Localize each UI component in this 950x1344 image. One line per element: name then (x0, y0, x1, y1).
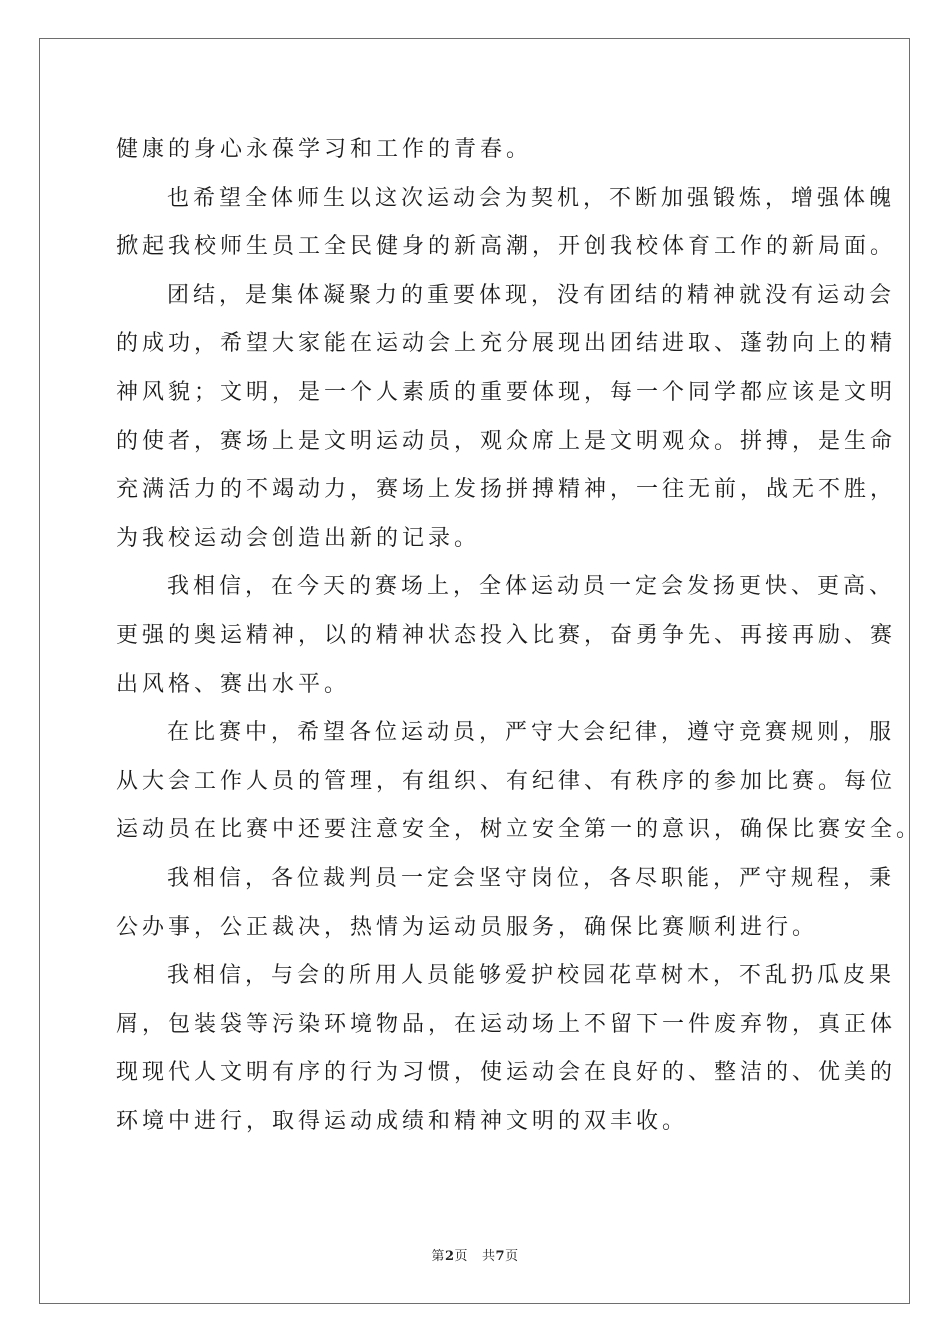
text-line-20: 现现代人文明有序的行为习惯，使运动会在良好的、整洁的、优美的 (116, 1060, 897, 1086)
text-line-17: 公办事，公正裁决，热情为运动员服务，确保比赛顺利进行。 (116, 914, 819, 940)
total-prefix: 共 (482, 1249, 496, 1264)
text-line-8: 充满活力的不竭动力，赛场上发扬拼搏精神，一往无前，战无不胜， (116, 477, 897, 503)
document-body (116, 126, 923, 1146)
total-pages-number: 7 (495, 1249, 506, 1264)
text-line-21: 环境中进行，取得运动成绩和精神文明的双丰收。 (116, 1108, 689, 1134)
total-suffix: 页 (505, 1249, 519, 1264)
text-line-2: 也希望全体师生以这次运动会为契机，不断加强锻炼，增强体魄 (167, 185, 896, 211)
text-line-9: 为我校运动会创造出新的记录。 (116, 525, 481, 551)
text-line-11: 更强的奥运精神，以的精神状态投入比赛，奋勇争先、再接再励、赛 (116, 622, 897, 648)
text-line-4: 团结，是集体凝聚力的重要体现，没有团结的精神就没有运动会 (167, 282, 896, 308)
text-line-6: 神风貌；文明，是一个人素质的重要体现，每一个同学都应该是文明 (116, 379, 897, 405)
text-line-13: 在比赛中，希望各位运动员，严守大会纪律，遵守竞赛规则，服 (167, 720, 896, 746)
text-line-7: 的使者，赛场上是文明运动员，观众席上是文明观众。拼搏，是生命 (116, 428, 897, 454)
text-line-14: 从大会工作人员的管理，有组织、有纪律、有秩序的参加比赛。每位 (116, 768, 897, 794)
page-prefix: 第 (431, 1249, 445, 1264)
text-line-12: 出风格、赛出水平。 (116, 671, 351, 697)
text-line-16: 我相信，各位裁判员一定会坚守岗位，各尽职能，严守规程，秉 (167, 865, 896, 891)
current-page-number: 2 (444, 1249, 455, 1264)
text-line-19: 屑，包装袋等污染环境物品，在运动场上不留下一件废弃物，真正体 (116, 1011, 897, 1037)
text-line-10: 我相信，在今天的赛场上，全体运动员一定会发扬更快、更高、 (167, 574, 896, 600)
text-line-3: 掀起我校师生员工全民健身的新高潮，开创我校体育工作的新局面。 (116, 234, 897, 260)
text-line-1: 健康的身心永葆学习和工作的青春。 (116, 137, 533, 162)
page-footer (0, 1245, 950, 1264)
text-line-5: 的成功，希望大家能在运动会上充分展现出团结进取、蓬勃向上的精 (116, 331, 897, 357)
page-suffix: 页 (454, 1249, 468, 1264)
text-line-18: 我相信，与会的所用人员能够爱护校园花草树木，不乱扔瓜皮果 (167, 963, 896, 989)
text-line-15: 运动员在比赛中还要注意安全，树立安全第一的意识，确保比赛安全。 (116, 817, 923, 843)
